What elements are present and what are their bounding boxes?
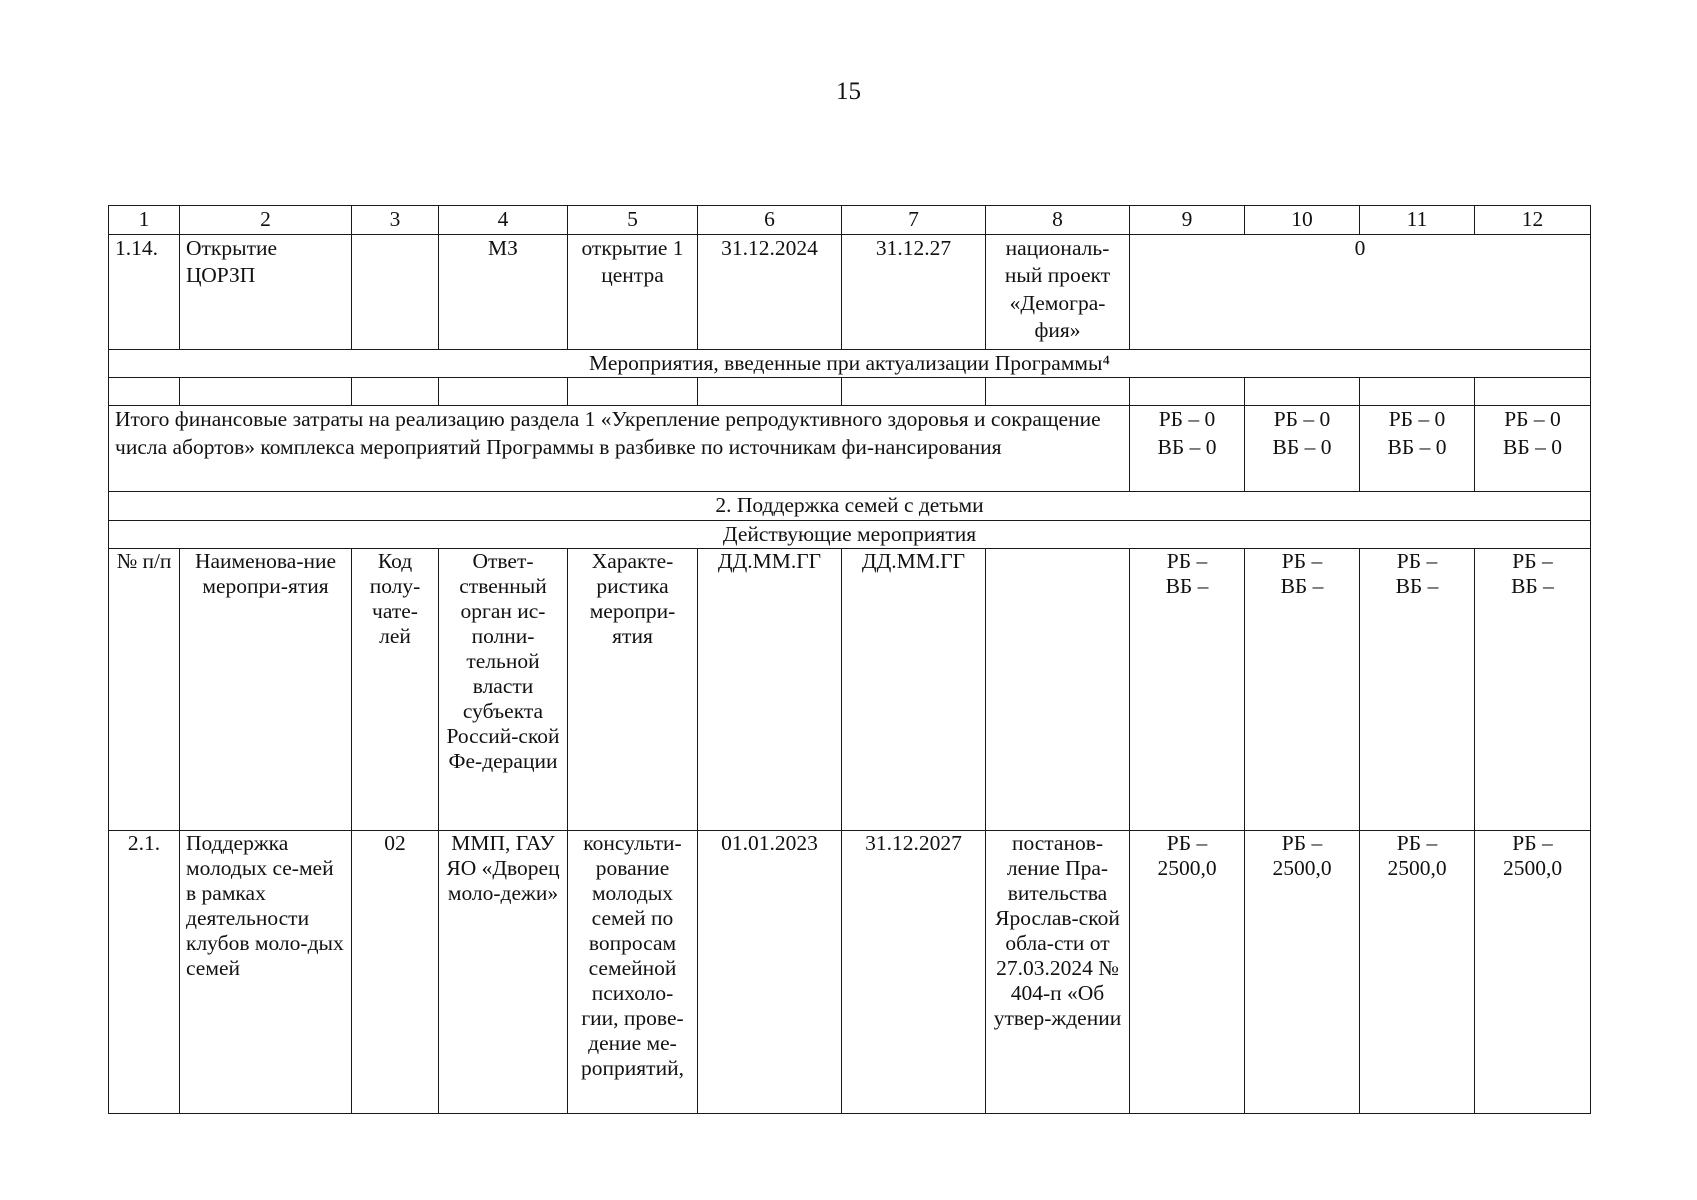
col-header: 7 bbox=[842, 206, 986, 235]
empty-cell bbox=[986, 378, 1130, 406]
responsible-body: МЗ bbox=[439, 234, 568, 349]
row-number: № п/п bbox=[109, 549, 180, 831]
funding-amount: 2500,0 bbox=[1387, 856, 1447, 880]
funding-rb: РБ – 0 bbox=[1504, 407, 1561, 431]
funding-col-11 bbox=[1360, 549, 1475, 831]
funding-col-12 bbox=[1475, 549, 1591, 831]
measure-characteristic: Характе-ристика меропри-ятия bbox=[568, 549, 698, 831]
col-header: 9 bbox=[1130, 206, 1245, 235]
funding-vb: ВБ – 0 bbox=[1272, 434, 1332, 459]
empty-cell bbox=[698, 378, 842, 406]
funding-rb: РБ – bbox=[1166, 549, 1208, 573]
funding-vb: ВБ – 0 bbox=[1387, 434, 1447, 459]
empty-cell bbox=[1245, 378, 1360, 406]
start-date: ДД.ММ.ГГ bbox=[698, 549, 842, 831]
empty-row bbox=[109, 378, 1591, 406]
responsible-body: Ответ-ственный орган ис-полни-тельной власти субъекта Россий-ской Фе-дерации bbox=[439, 549, 568, 831]
col-header: 3 bbox=[352, 206, 439, 235]
funding-rb: РБ – bbox=[1396, 831, 1438, 855]
funding-amount: 2500,0 bbox=[1502, 856, 1563, 880]
section-row bbox=[109, 349, 1591, 378]
table-row-1-14 bbox=[109, 234, 1591, 349]
col-header: 8 bbox=[986, 206, 1130, 235]
empty-cell bbox=[1360, 378, 1475, 406]
row-number: 1.14. bbox=[109, 234, 180, 349]
total-label: Итого финансовые затраты на реализацию раздела 1 «Укрепление репродуктивного здоровья и сокращение числа абортов» комплекса мероприятий Программы в разбивке по источникам фи-нансирования bbox=[109, 406, 1130, 492]
funding-rb: РБ – 0 bbox=[1158, 407, 1216, 431]
introduced-measures-title: Мероприятия, введенные при актуализации Программы⁴ bbox=[109, 349, 1591, 378]
recipient-code: 02 bbox=[352, 831, 439, 1114]
funding-col-9 bbox=[1130, 549, 1245, 831]
funding-rb: РБ – bbox=[1512, 831, 1553, 855]
col-header: 4 bbox=[439, 206, 568, 235]
legal-basis: националь-ный проект «Демогра-фия» bbox=[986, 234, 1130, 349]
funding-col-9 bbox=[1130, 406, 1245, 492]
empty-cell bbox=[109, 378, 180, 406]
funding-amount: 2500,0 bbox=[1272, 856, 1332, 880]
funding-col-10 bbox=[1245, 406, 1360, 492]
empty-cell bbox=[842, 378, 986, 406]
end-date: ДД.ММ.ГГ bbox=[842, 549, 986, 831]
col-header: 6 bbox=[698, 206, 842, 235]
measure-name: Поддержка молодых се-мей в рамках деятельности клубов моло-дых семей bbox=[180, 831, 352, 1114]
recipient-code bbox=[352, 234, 439, 349]
measure-name: Открытие ЦОРЗП bbox=[180, 234, 352, 349]
active-measures-title: Действующие мероприятия bbox=[109, 520, 1591, 549]
end-date: 31.12.2027 bbox=[842, 831, 986, 1114]
empty-cell bbox=[180, 378, 352, 406]
funding-col-12 bbox=[1475, 831, 1591, 1114]
section-row bbox=[109, 520, 1591, 549]
funding-vb: ВБ – bbox=[1280, 574, 1324, 598]
funding-rb: РБ – bbox=[1166, 831, 1208, 855]
col-header: 12 bbox=[1475, 206, 1591, 235]
funding-rb: РБ – bbox=[1512, 549, 1553, 573]
section-2-title: 2. Поддержка семей с детьми bbox=[109, 492, 1591, 521]
funding-rb: РБ – 0 bbox=[1273, 407, 1331, 431]
funding-rb: РБ – bbox=[1396, 549, 1438, 573]
funding-rb: РБ – 0 bbox=[1388, 407, 1446, 431]
legal-basis: постанов-ление Пра-вительства Ярослав-ской обла-сти от 27.03.2024 № 404-п «Об утвер-ждении bbox=[986, 831, 1130, 1114]
section-row bbox=[109, 492, 1591, 521]
funding-rb: РБ – bbox=[1281, 549, 1323, 573]
table-row-2-1 bbox=[109, 831, 1591, 1114]
measure-characteristic: консульти-рование молодых семей по вопросам семейной психоло-гии, прове-дение ме-роприятий, bbox=[568, 831, 698, 1114]
funding-rb: РБ – bbox=[1281, 831, 1323, 855]
legal-basis bbox=[986, 549, 1130, 831]
responsible-body: ММП, ГАУ ЯО «Дворец моло-дежи» bbox=[439, 831, 568, 1114]
funding-col-11 bbox=[1360, 831, 1475, 1114]
template-row bbox=[109, 549, 1591, 831]
funding-col-10 bbox=[1245, 549, 1360, 831]
column-number-row bbox=[109, 206, 1591, 235]
start-date: 31.12.2024 bbox=[698, 234, 842, 349]
empty-cell bbox=[352, 378, 439, 406]
end-date: 31.12.27 bbox=[842, 234, 986, 349]
funding-col-12 bbox=[1475, 406, 1591, 492]
page-number: 15 bbox=[836, 78, 861, 105]
measure-name: Наименова-ние меропри-ятия bbox=[180, 549, 352, 831]
measure-characteristic: открытие 1 центра bbox=[568, 234, 698, 349]
row-number: 2.1. bbox=[109, 831, 180, 1114]
funding-vb: ВБ – 0 bbox=[1503, 434, 1562, 459]
empty-cell bbox=[1475, 378, 1591, 406]
funding-col-11 bbox=[1360, 406, 1475, 492]
empty-cell bbox=[439, 378, 568, 406]
funding-col-10 bbox=[1245, 831, 1360, 1114]
recipient-code: Код полу-чате-лей bbox=[352, 549, 439, 831]
funding-amount: 2500,0 bbox=[1157, 856, 1217, 880]
funding-vb: ВБ – bbox=[1395, 574, 1439, 598]
funding-vb: ВБ – bbox=[1165, 574, 1209, 598]
empty-cell bbox=[568, 378, 698, 406]
funding-vb: ВБ – 0 bbox=[1157, 434, 1217, 459]
funding-merged: 0 bbox=[1130, 234, 1591, 349]
empty-cell bbox=[1130, 378, 1245, 406]
col-header: 1 bbox=[109, 206, 180, 235]
col-header: 2 bbox=[180, 206, 352, 235]
total-row bbox=[109, 406, 1591, 492]
col-header: 5 bbox=[568, 206, 698, 235]
start-date: 01.01.2023 bbox=[698, 831, 842, 1114]
program-measures-table bbox=[108, 205, 1591, 1114]
funding-col-9 bbox=[1130, 831, 1245, 1114]
col-header: 10 bbox=[1245, 206, 1360, 235]
col-header: 11 bbox=[1360, 206, 1475, 235]
funding-vb: ВБ – bbox=[1511, 574, 1554, 598]
